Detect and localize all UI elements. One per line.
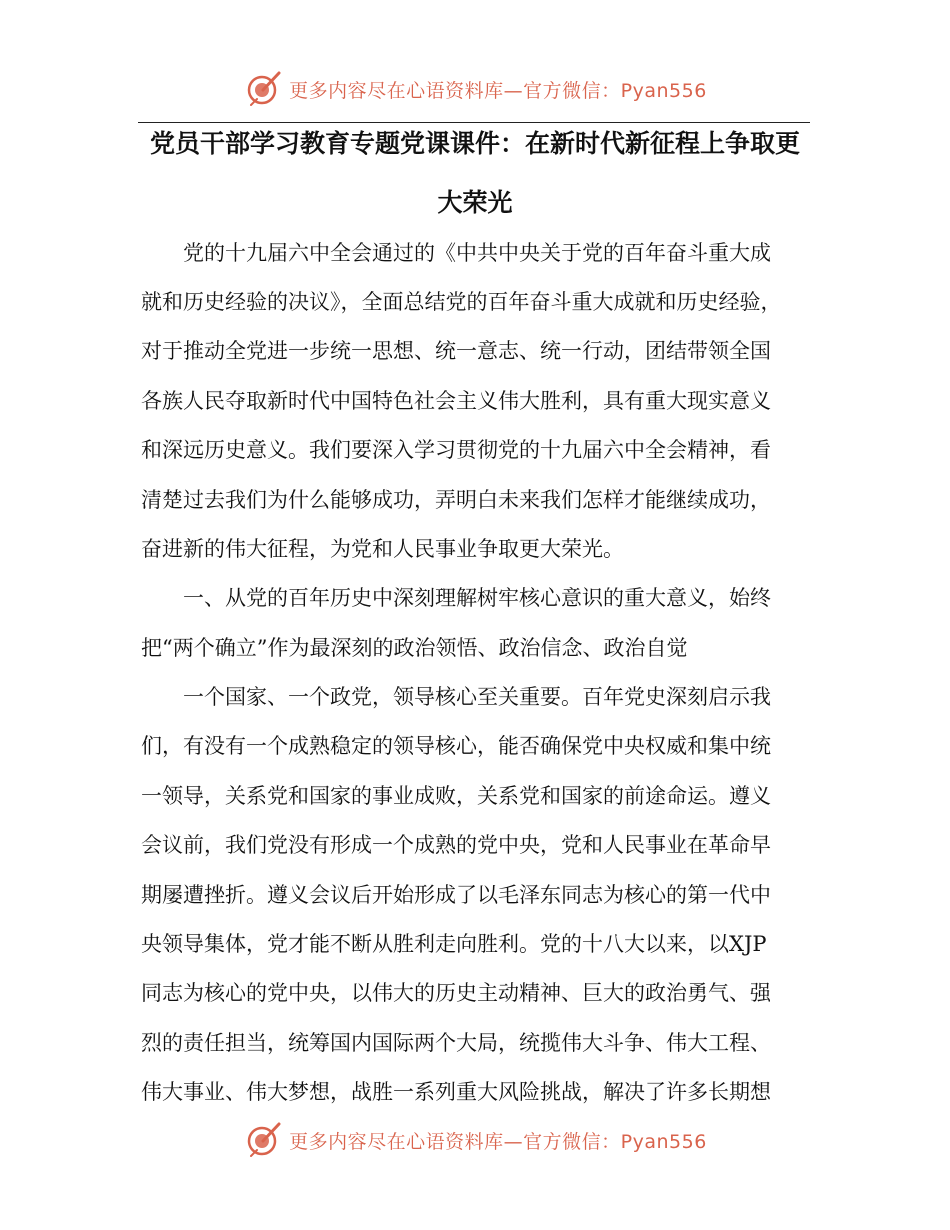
section-heading-line: 把“两个确立”作为最深刻的政治领悟、政治信念、政治自觉 [141, 636, 688, 660]
footer-watermark-text: 更多内容尽在心语资料库—官方微信：Pyan556 [289, 1130, 707, 1153]
body-line: 就和历史经验的决议》，全面总结党的百年奋斗重大成就和历史经验， [141, 290, 782, 314]
body-line: 各族人民夺取新时代中国特色社会主义伟大胜利，具有重大现实意义 [141, 389, 771, 413]
body-line: 奋进新的伟大征程，为党和人民事业争取更大荣光。 [141, 537, 624, 561]
body-line: 央领导集体，党才能不断从胜利走向胜利。党的十八大以来，以XJP [141, 932, 767, 956]
body-line: 党的十九届六中全会通过的《中共中央关于党的百年奋斗重大成 [183, 241, 771, 265]
document-title-line-1: 党员干部学习教育专题党课课件：在新时代新征程上争取更 [149, 129, 800, 158]
body-line: 伟大事业、伟大梦想，战胜一系列重大风险挑战，解决了许多长期想 [141, 1080, 771, 1104]
document-title-line-2: 大荣光 [437, 188, 513, 217]
body-line: 会议前，我们党没有形成一个成熟的党中央，党和人民事业在革命早 [141, 833, 771, 857]
section-heading-line: 一、从党的百年历史中深刻理解树牢核心意识的重大意义，始终 [183, 586, 771, 610]
body-line: 和深远历史意义。我们要深入学习贯彻党的十九届六中全会精神，看 [141, 438, 771, 462]
body-line: 一领导，关系党和国家的事业成败，关系党和国家的前途命运。遵义 [141, 784, 771, 808]
body-line: 对于推动全党进一步统一思想、统一意志、统一行动，团结带领全国 [141, 339, 771, 363]
body-line: 一个国家、一个政党，领导核心至关重要。百年党史深刻启示我 [183, 685, 771, 709]
header-divider [138, 122, 810, 123]
body-line: 清楚过去我们为什么能够成功，弄明白未来我们怎样才能继续成功， [141, 488, 771, 512]
red-pen-stamp-icon [243, 69, 283, 109]
red-pen-stamp-icon [243, 1120, 283, 1160]
body-line: 烈的责任担当，统筹国内国际两个大局，统揽伟大斗争、伟大工程、 [141, 1031, 771, 1055]
footer-watermark-banner [0, 1117, 950, 1163]
header-watermark-banner [0, 66, 950, 112]
body-line: 们，有没有一个成熟稳定的领导核心，能否确保党中央权威和集中统 [141, 734, 771, 758]
header-watermark-text: 更多内容尽在心语资料库—官方微信：Pyan556 [289, 79, 707, 102]
body-line: 同志为核心的党中央，以伟大的历史主动精神、巨大的政治勇气、强 [141, 981, 771, 1005]
body-line: 期屡遭挫折。遵义会议后开始形成了以毛泽东同志为核心的第一代中 [141, 883, 771, 907]
